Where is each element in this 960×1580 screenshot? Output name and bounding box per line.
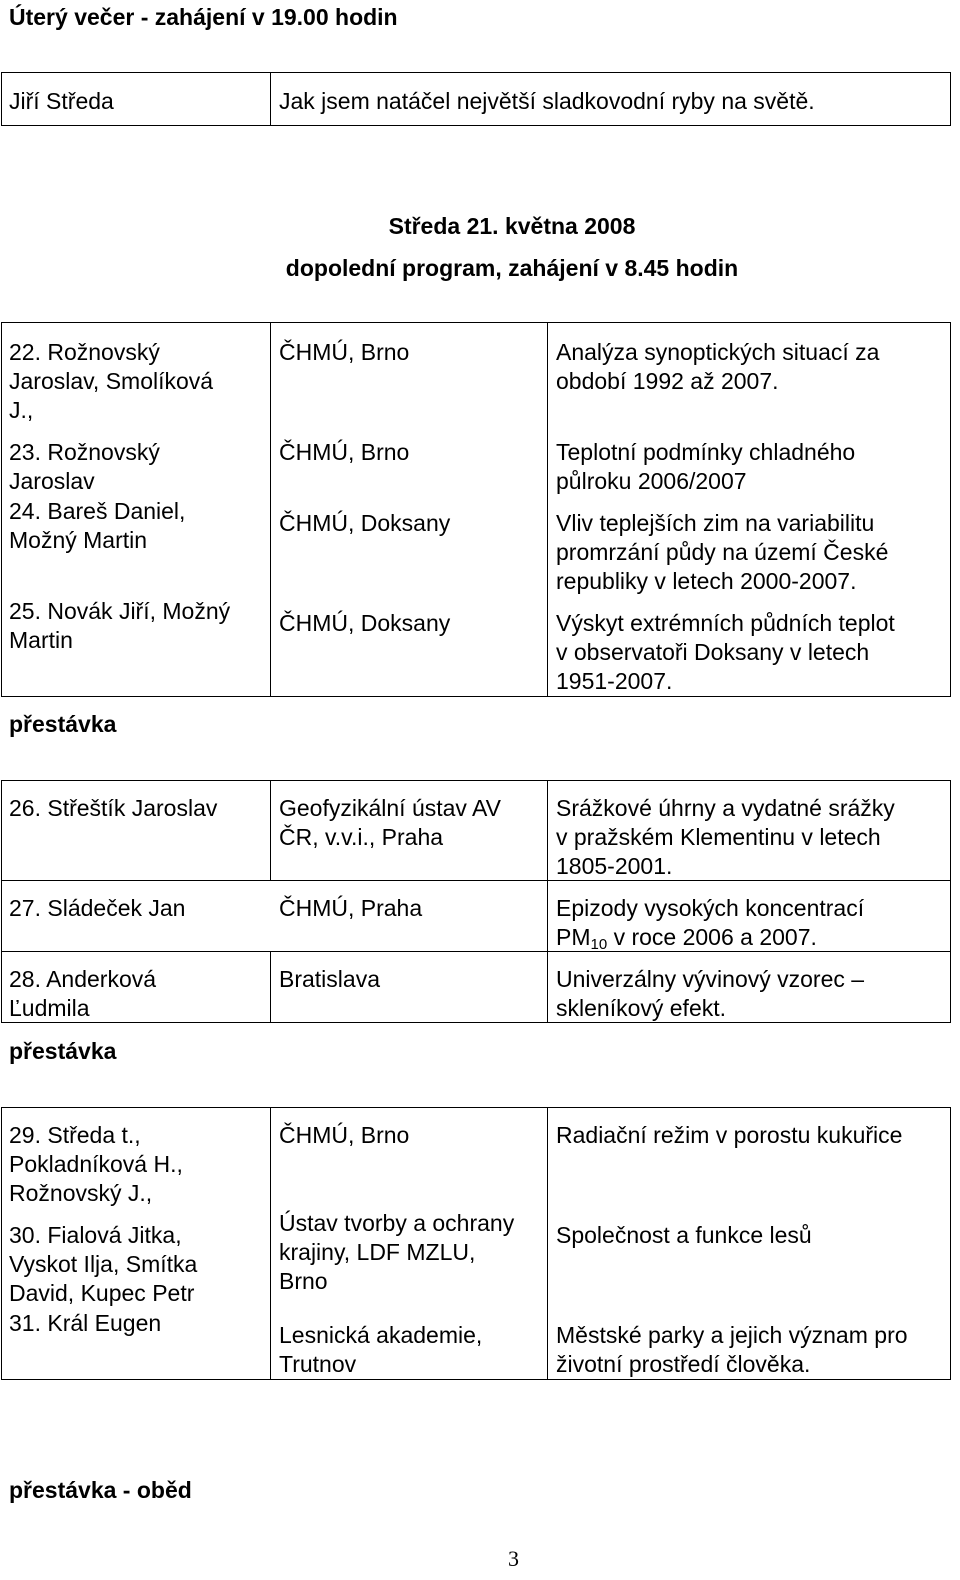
block3-author-30: 30. Fialová Jitka, Vyskot Ilja, Smítka David, Kupec Petr [9,1222,198,1306]
block2-author-27: 27. Sládeček Jan [9,895,186,921]
wednesday-day: Středa 21. května 2008 [388,213,636,239]
block3-col-divider-1 [270,1107,271,1380]
evening-speaker: Jiří Středa [9,88,114,114]
evening-talk: Jak jsem natáčel největší sladkovodní ryby na světě. [279,88,815,114]
block3-author-31: 31. Král Eugen [9,1310,162,1336]
block1-author-23: 23. Rožnovský Jaroslav [9,439,160,494]
page-number: 3 [508,1546,519,1571]
block3-institution-30: Ústav tvorby a ochrany krajiny, LDF MZLU, Brno [279,1210,515,1294]
wednesday-session: dopolední program, zahájení v 8.45 hodin [285,255,739,281]
block2-institution-26: Geofyzikální ústav AV ČR, v.v.i., Praha [279,795,502,850]
block3-col-divider-2 [547,1107,548,1380]
block2-title-28: Univerzálny vývinový vzorec – skleníkový efekt. [556,966,865,1021]
evening-divider [270,72,271,126]
pm-subscript: 10 [590,936,608,953]
block2-title-27-line1: Epizody vysokých koncentrací [556,895,865,921]
block1-author-22: 22. Rožnovský Jaroslav, Smolíková J., [9,339,214,423]
block2-institution-28: Bratislava [279,966,380,992]
evening-heading: Úterý večer - zahájení v 19.00 hodin [9,4,398,30]
block1-institution-22: ČHMÚ, Brno [279,339,410,365]
block2-institution-27: ČHMÚ, Praha [279,895,423,921]
block2-title-27-line2 [556,923,864,959]
block1-author-24: 24. Bareš Daniel, Možný Martin [9,498,186,553]
block2-col1-divider-b [270,951,271,1023]
block1-col-divider-1 [270,322,271,697]
title-27-rest: v roce 2006 a 2007. [607,924,817,950]
block1-title-25: Výskyt extrémních půdních teplot v observatoři Doksany v letech 1951-2007. [556,610,895,694]
block3-institution-31: Lesnická akademie, Trutnov [279,1322,483,1377]
block2-col2-divider [547,780,548,1023]
block2-col1-divider-a [270,780,271,880]
block2-author-28: 28. Anderková Ľudmila [9,966,157,1021]
block1-break: přestávka [9,711,117,737]
block3-title-30: Společnost a funkce lesů [556,1222,812,1248]
block1-title-23: Teplotní podmínky chladného půlroku 2006/2007 [556,439,856,494]
block3-title-31: Městské parky a jejich význam pro životní prostředí člověka. [556,1322,908,1377]
block2-break: přestávka [9,1038,117,1064]
block2-title-27 [556,894,864,959]
block1-institution-24: ČHMÚ, Doksany [279,510,451,536]
block2-title-26: Srážkové úhrny a vydatné srážky v pražském Klementinu v letech 1805-2001. [556,795,895,879]
block1-title-22: Analýza synoptických situací za období 1992 až 2007. [556,339,880,394]
block3-institution-29: ČHMÚ, Brno [279,1122,410,1148]
block3-author-29: 29. Středa t., Pokladníková H., Rožnovský J., [9,1122,183,1206]
block1-title-24: Vliv teplejších zim na variabilitu promrzání půdy na území České republiky v letech 2000-2007. [556,510,889,594]
block1-col-divider-2 [547,322,548,697]
block3-title-29: Radiační režim v porostu kukuřice [556,1122,903,1148]
block3-break: přestávka - oběd [9,1477,192,1503]
block1-author-25: 25. Novák Jiří, Možný Martin [9,598,231,653]
block1-institution-23: ČHMÚ, Brno [279,439,410,465]
pm-label: PM [556,924,591,950]
block1-institution-25: ČHMÚ, Doksany [279,610,451,636]
block2-author-26: 26. Střeštík Jaroslav [9,795,218,821]
